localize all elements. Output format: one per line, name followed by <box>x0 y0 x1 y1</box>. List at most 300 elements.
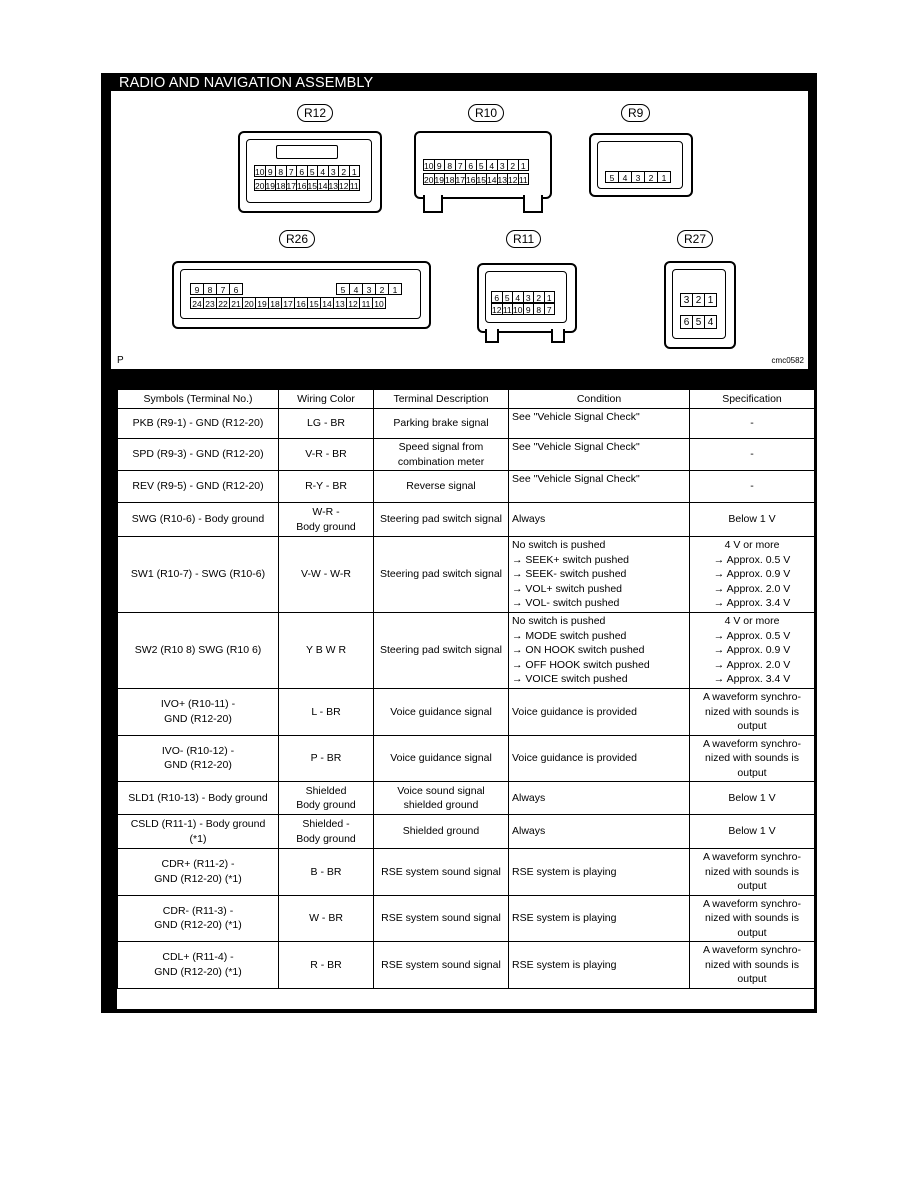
pin-number: 11 <box>359 297 373 309</box>
cell-wiring-color <box>279 537 374 613</box>
terminal-table <box>117 389 815 989</box>
table-header-row <box>118 390 815 409</box>
pin-number: 9 <box>265 165 277 177</box>
pin-number: 10 <box>255 167 265 177</box>
cell-line: Y B W R <box>305 644 347 657</box>
cell-line: See "Vehicle Signal Check" <box>512 441 640 453</box>
cell-line: Always <box>512 825 546 838</box>
cell-line: GND (R12-20) <box>164 712 232 725</box>
cell-line: CDR- (R11-3) - <box>162 904 234 917</box>
cell-line: SW1 (R10-7) - SWG (R10-6) <box>130 568 266 581</box>
cell-line: 4 V or more <box>724 615 780 628</box>
cell-specification <box>690 439 815 471</box>
cell-condition <box>509 613 690 689</box>
table-row <box>118 735 815 782</box>
cell-line: PKB (R9-1) - GND (R12-20) <box>132 417 264 430</box>
pin-number: 19 <box>265 181 275 191</box>
cell-condition <box>509 439 690 471</box>
cell-description <box>374 471 509 503</box>
cell-symbol <box>118 782 279 815</box>
pin-number: 4 <box>349 283 363 295</box>
cell-specification <box>690 503 815 537</box>
connector-r11-lug-left <box>485 329 499 343</box>
connector-label-r11: R11 <box>506 230 541 248</box>
pin-number: 15 <box>307 297 321 309</box>
cell-line: W - BR <box>309 912 343 924</box>
pin-row <box>605 171 670 183</box>
cell-description <box>374 439 509 471</box>
pin-number: 16 <box>297 181 307 191</box>
pin-number: 3 <box>631 171 645 183</box>
pin-number: 6 <box>296 165 308 177</box>
cell-description <box>374 537 509 613</box>
cell-line: output <box>737 973 767 985</box>
cell-symbol <box>118 849 279 896</box>
pin-number: 5 <box>692 315 705 329</box>
cell-condition <box>509 537 690 613</box>
cell-line: → VOICE switch pushed <box>512 673 628 686</box>
cell-description <box>374 503 509 537</box>
cell-line: shielded ground <box>403 799 479 811</box>
cell-wiring-color <box>279 471 374 503</box>
cell-description <box>374 782 509 815</box>
cell-line: GND (R12-20) (*1) <box>154 965 242 978</box>
cell-line: IVO- (R10-12) - <box>161 744 235 757</box>
connector-r11-lug-right <box>551 329 565 343</box>
pin-number: 6 <box>680 315 693 329</box>
pin-number: 18 <box>276 181 286 191</box>
cell-line: RSE system is playing <box>512 912 617 924</box>
pin-row <box>254 179 359 191</box>
cell-line: See "Vehicle Signal Check" <box>512 411 640 423</box>
pin-row <box>491 291 554 303</box>
cell-line: Speed signal from <box>398 441 484 453</box>
cell-line: nized with sounds is <box>705 912 799 924</box>
cell-line: → VOL+ switch pushed <box>512 582 623 595</box>
pin-number: 20 <box>424 175 434 185</box>
pin-number: 11 <box>518 175 528 185</box>
connector-label-r10: R10 <box>468 104 504 122</box>
cell-line: - <box>750 417 754 430</box>
pin-number: 13 <box>497 175 507 185</box>
cell-line: Below 1 V <box>728 791 776 804</box>
cell-condition <box>509 735 690 782</box>
pin-row <box>423 159 528 171</box>
pin-number: 16 <box>466 175 476 185</box>
cell-line: 4 V or more <box>724 539 780 552</box>
pin-number: 9 <box>523 303 535 315</box>
connector-r11 <box>477 263 577 333</box>
cell-line: SLD1 (R10-13) - Body ground <box>128 791 268 804</box>
cell-line: A waveform synchro- <box>702 897 802 910</box>
pin-number: 5 <box>307 165 319 177</box>
cell-line: B - BR <box>310 865 342 878</box>
cell-line: Steering pad switch signal <box>380 644 502 657</box>
cell-specification <box>690 689 815 736</box>
connector-diagram <box>111 91 808 369</box>
pin-number: 2 <box>692 293 705 307</box>
pin-number: 7 <box>455 159 467 171</box>
cell-description <box>374 895 509 942</box>
cell-line: CDL+ (R11-4) - <box>162 951 234 964</box>
cell-wiring-color <box>279 735 374 782</box>
header-terminal-description: Terminal Description <box>374 390 509 409</box>
pin-number: 19 <box>255 297 269 309</box>
table-row <box>118 942 815 989</box>
cell-line: GND (R12-20) <box>164 759 232 772</box>
cell-symbol <box>118 815 279 849</box>
pin-number: 2 <box>375 283 389 295</box>
pin-row <box>680 293 716 307</box>
pin-number: 10 <box>424 161 434 171</box>
pin-number: 3 <box>497 159 509 171</box>
cell-line: A waveform synchro- <box>702 737 802 750</box>
cell-line: output <box>737 926 767 939</box>
pin-number: 8 <box>444 159 456 171</box>
cell-specification <box>690 849 815 896</box>
cell-specification <box>690 409 815 439</box>
cell-line: A waveform synchro- <box>702 691 802 703</box>
cell-line: Reverse signal <box>406 480 476 493</box>
cell-symbol <box>118 689 279 736</box>
pin-number: 6 <box>491 291 503 303</box>
cell-condition <box>509 689 690 736</box>
figure-code: cmc0582 <box>771 356 804 365</box>
pin-number: 21 <box>229 297 243 309</box>
cell-specification <box>690 613 815 689</box>
pin-number: 2 <box>338 165 350 177</box>
cell-line: Body ground <box>296 520 356 533</box>
pin-number: 10 <box>372 297 386 309</box>
connector-r26 <box>172 261 431 329</box>
connector-label-r26: R26 <box>279 230 315 248</box>
pin-number: 17 <box>286 181 296 191</box>
cell-symbol <box>118 735 279 782</box>
connector-label-r9: R9 <box>621 104 650 122</box>
cell-condition <box>509 471 690 503</box>
cell-condition <box>509 503 690 537</box>
pin-row <box>491 303 554 315</box>
cell-line: Shielded - <box>302 818 350 830</box>
cell-wiring-color <box>279 503 374 537</box>
cell-condition <box>509 942 690 989</box>
table-row <box>118 782 815 815</box>
pin-number: 24 <box>190 297 204 309</box>
cell-line: nized with sounds is <box>705 705 799 718</box>
cell-line: Body ground <box>296 832 356 845</box>
cell-line: Shielded <box>305 784 347 797</box>
pin-number: 1 <box>518 159 530 171</box>
pin-number: 5 <box>605 171 619 183</box>
cell-line: LG - BR <box>307 417 345 430</box>
cell-wiring-color <box>279 849 374 896</box>
cell-line: Voice guidance is provided <box>512 705 637 718</box>
cell-line: → Approx. 0.9 V <box>713 644 791 657</box>
cell-line: Parking brake signal <box>393 417 489 430</box>
pin-row <box>423 173 528 185</box>
cell-line: SW2 (R10 8) SWG (R10 6) <box>134 644 262 657</box>
header-condition: Condition <box>509 390 690 409</box>
pin-number: 20 <box>255 181 265 191</box>
pin-number: 4 <box>512 291 524 303</box>
pin-number: 13 <box>333 297 347 309</box>
pin-number: 14 <box>320 297 334 309</box>
cell-line: → Approx. 0.9 V <box>713 568 791 581</box>
cell-condition <box>509 849 690 896</box>
cell-description <box>374 613 509 689</box>
cell-symbol <box>118 895 279 942</box>
pin-number: 5 <box>476 159 488 171</box>
cell-line: output <box>737 880 767 892</box>
pin-number: 5 <box>336 283 350 295</box>
pin-number: 1 <box>388 283 402 295</box>
pin-row <box>336 283 401 295</box>
cell-line: V-W - W-R <box>301 568 351 581</box>
cell-symbol <box>118 503 279 537</box>
cell-line: Always <box>512 513 546 526</box>
cell-specification <box>690 942 815 989</box>
cell-condition <box>509 409 690 439</box>
cell-specification <box>690 782 815 815</box>
pin-number: 23 <box>203 297 217 309</box>
pin-number: 8 <box>275 165 287 177</box>
cell-line: → Approx. 3.4 V <box>713 597 791 610</box>
cell-condition <box>509 815 690 849</box>
cell-wiring-color <box>279 613 374 689</box>
cell-line: → Approx. 2.0 V <box>713 658 791 671</box>
cell-line: R-Y - BR <box>305 480 347 493</box>
cell-line: RSE system sound signal <box>381 865 501 878</box>
pin-number: 14 <box>318 181 328 191</box>
pin-number: 1 <box>704 293 717 307</box>
cell-specification <box>690 895 815 942</box>
pin-number: 1 <box>349 165 361 177</box>
table-row <box>118 689 815 736</box>
cell-line: No switch is pushed <box>512 539 606 552</box>
pin-number: 4 <box>486 159 498 171</box>
cell-line: - <box>750 448 754 461</box>
cell-line: See "Vehicle Signal Check" <box>512 473 640 485</box>
cell-line: GND (R12-20) (*1) <box>154 919 242 932</box>
pin-number: 12 <box>346 297 360 309</box>
table-row <box>118 613 815 689</box>
cell-description <box>374 942 509 989</box>
pin-number: 1 <box>657 171 671 183</box>
cell-line: Steering pad switch signal <box>380 513 502 526</box>
cell-line: RSE system sound signal <box>381 912 501 924</box>
cell-line: P - BR <box>310 752 342 764</box>
pin-number: 7 <box>216 283 230 295</box>
diagram-title <box>119 75 373 91</box>
pin-number: 3 <box>680 293 693 307</box>
cell-line: RSE system is playing <box>512 958 617 971</box>
pin-number: 17 <box>455 175 465 185</box>
cell-description <box>374 815 509 849</box>
pin-number: 2 <box>644 171 658 183</box>
cell-line: → VOL- switch pushed <box>512 597 620 610</box>
cell-line: Voice guidance is provided <box>512 752 637 764</box>
pin-number: 19 <box>434 175 444 185</box>
pin-number: 9 <box>190 283 204 295</box>
terminal-table-area <box>117 389 814 1009</box>
cell-line: output <box>737 766 767 779</box>
cell-line: Voice sound signal <box>397 784 485 797</box>
cell-wiring-color <box>279 782 374 815</box>
cell-condition <box>509 895 690 942</box>
connector-r10-lug-left <box>423 195 443 213</box>
cell-specification <box>690 815 815 849</box>
cell-wiring-color <box>279 895 374 942</box>
cell-line: → Approx. 0.5 V <box>713 553 791 566</box>
pin-number: 15 <box>476 175 486 185</box>
header-specification: Specification <box>690 390 815 409</box>
pin-number: 17 <box>281 297 295 309</box>
header-wiring-color: Wiring Color <box>279 390 374 409</box>
cell-line: No switch is pushed <box>512 615 606 628</box>
cell-line: → MODE switch pushed <box>512 629 627 642</box>
pin-number: 3 <box>523 291 535 303</box>
cell-line: RSE system is playing <box>512 865 617 878</box>
pin-number: 4 <box>618 171 632 183</box>
pin-number: 18 <box>268 297 282 309</box>
connector-label-r27: R27 <box>677 230 713 248</box>
pin-number: 8 <box>533 303 545 315</box>
cell-symbol <box>118 942 279 989</box>
pin-number: 11 <box>502 305 512 315</box>
connector-label-r12: R12 <box>297 104 333 122</box>
table-row <box>118 439 815 471</box>
cell-line: combination meter <box>397 455 485 468</box>
cell-line: A waveform synchro- <box>702 944 802 956</box>
cell-line: (*1) <box>189 832 207 845</box>
cell-description <box>374 409 509 439</box>
pin-number: 10 <box>513 305 523 315</box>
pin-number: 13 <box>328 181 338 191</box>
pin-number: 6 <box>229 283 243 295</box>
cell-line: SWG (R10-6) - Body ground <box>131 513 265 526</box>
cell-line: → ON HOOK switch pushed <box>512 644 645 657</box>
cell-condition <box>509 782 690 815</box>
connector-r9 <box>589 133 693 197</box>
cell-line: Steering pad switch signal <box>380 568 502 581</box>
cell-line: → Approx. 0.5 V <box>713 629 791 642</box>
cell-line: REV (R9-5) - GND (R12-20) <box>132 480 264 493</box>
cell-line: Body ground <box>296 799 356 811</box>
cell-line: Below 1 V <box>728 513 776 526</box>
pin-number: 6 <box>465 159 477 171</box>
cell-line: A waveform synchro- <box>702 851 802 863</box>
cell-specification <box>690 471 815 503</box>
cell-line: → SEEK- switch pushed <box>512 568 627 581</box>
cell-description <box>374 689 509 736</box>
pin-number: 2 <box>507 159 519 171</box>
pin-number: 9 <box>434 159 446 171</box>
cell-line: nized with sounds is <box>705 752 799 764</box>
cell-line: CSLD (R11-1) - Body ground <box>130 818 266 830</box>
cell-line: IVO+ (R10-11) - <box>160 698 236 711</box>
connector-r10-lug-right <box>523 195 543 213</box>
pin-number: 4 <box>704 315 717 329</box>
cell-symbol <box>118 613 279 689</box>
table-row <box>118 895 815 942</box>
pin-row <box>254 165 359 177</box>
cell-line: W-R - <box>312 506 340 518</box>
connector-r27 <box>664 261 736 349</box>
pin-number: 7 <box>544 303 556 315</box>
table-row <box>118 471 815 503</box>
pin-number: 11 <box>349 181 359 191</box>
header-symbols: Symbols (Terminal No.) <box>118 390 279 409</box>
pin-number: 5 <box>502 291 514 303</box>
table-row <box>118 409 815 439</box>
cell-symbol <box>118 439 279 471</box>
pin-number: 18 <box>445 175 455 185</box>
pin-number: 14 <box>487 175 497 185</box>
cell-line: Shielded ground <box>402 825 480 838</box>
cell-line: V-R - BR <box>305 448 347 461</box>
cell-line: CDR+ (R11-2) - <box>161 858 235 871</box>
cell-wiring-color <box>279 409 374 439</box>
diagram-corner-letter: P <box>117 355 124 366</box>
pin-number: 20 <box>242 297 256 309</box>
table-row <box>118 537 815 613</box>
cell-description <box>374 735 509 782</box>
cell-line: RSE system sound signal <box>381 958 501 971</box>
cell-line: Below 1 V <box>728 825 776 838</box>
pin-number: 12 <box>492 305 502 315</box>
table-row <box>118 503 815 537</box>
pin-row <box>680 315 716 329</box>
connector-r12 <box>238 131 382 213</box>
pin-number: 7 <box>286 165 298 177</box>
cell-line: Voice guidance signal <box>390 705 492 718</box>
connector-r10 <box>414 131 552 199</box>
cell-specification <box>690 537 815 613</box>
table-row <box>118 815 815 849</box>
pin-number: 1 <box>544 291 556 303</box>
cell-symbol <box>118 537 279 613</box>
pin-number: 15 <box>307 181 317 191</box>
pin-number: 3 <box>328 165 340 177</box>
cell-wiring-color <box>279 815 374 849</box>
pin-number: 22 <box>216 297 230 309</box>
pin-number: 8 <box>203 283 217 295</box>
cell-line: → SEEK+ switch pushed <box>512 553 630 566</box>
cell-symbol <box>118 471 279 503</box>
cell-specification <box>690 735 815 782</box>
cell-line: GND (R12-20) (*1) <box>154 872 242 885</box>
pin-row <box>190 283 242 295</box>
cell-wiring-color <box>279 439 374 471</box>
pin-row <box>190 297 385 309</box>
pin-number: 12 <box>339 181 349 191</box>
table-row <box>118 849 815 896</box>
cell-line: nized with sounds is <box>705 865 799 878</box>
cell-line: - <box>750 480 754 493</box>
pin-number: 16 <box>294 297 308 309</box>
diagram-title-text: RADIO AND NAVIGATION ASSEMBLY <box>119 75 374 91</box>
cell-line: output <box>737 720 767 732</box>
pin-number: 2 <box>533 291 545 303</box>
cell-line: → Approx. 2.0 V <box>713 582 791 595</box>
table-body <box>118 409 815 989</box>
cell-symbol <box>118 409 279 439</box>
cell-line: R - BR <box>310 958 342 971</box>
cell-wiring-color <box>279 689 374 736</box>
cell-wiring-color <box>279 942 374 989</box>
cell-line: → Approx. 3.4 V <box>713 673 791 686</box>
pin-number: 4 <box>317 165 329 177</box>
